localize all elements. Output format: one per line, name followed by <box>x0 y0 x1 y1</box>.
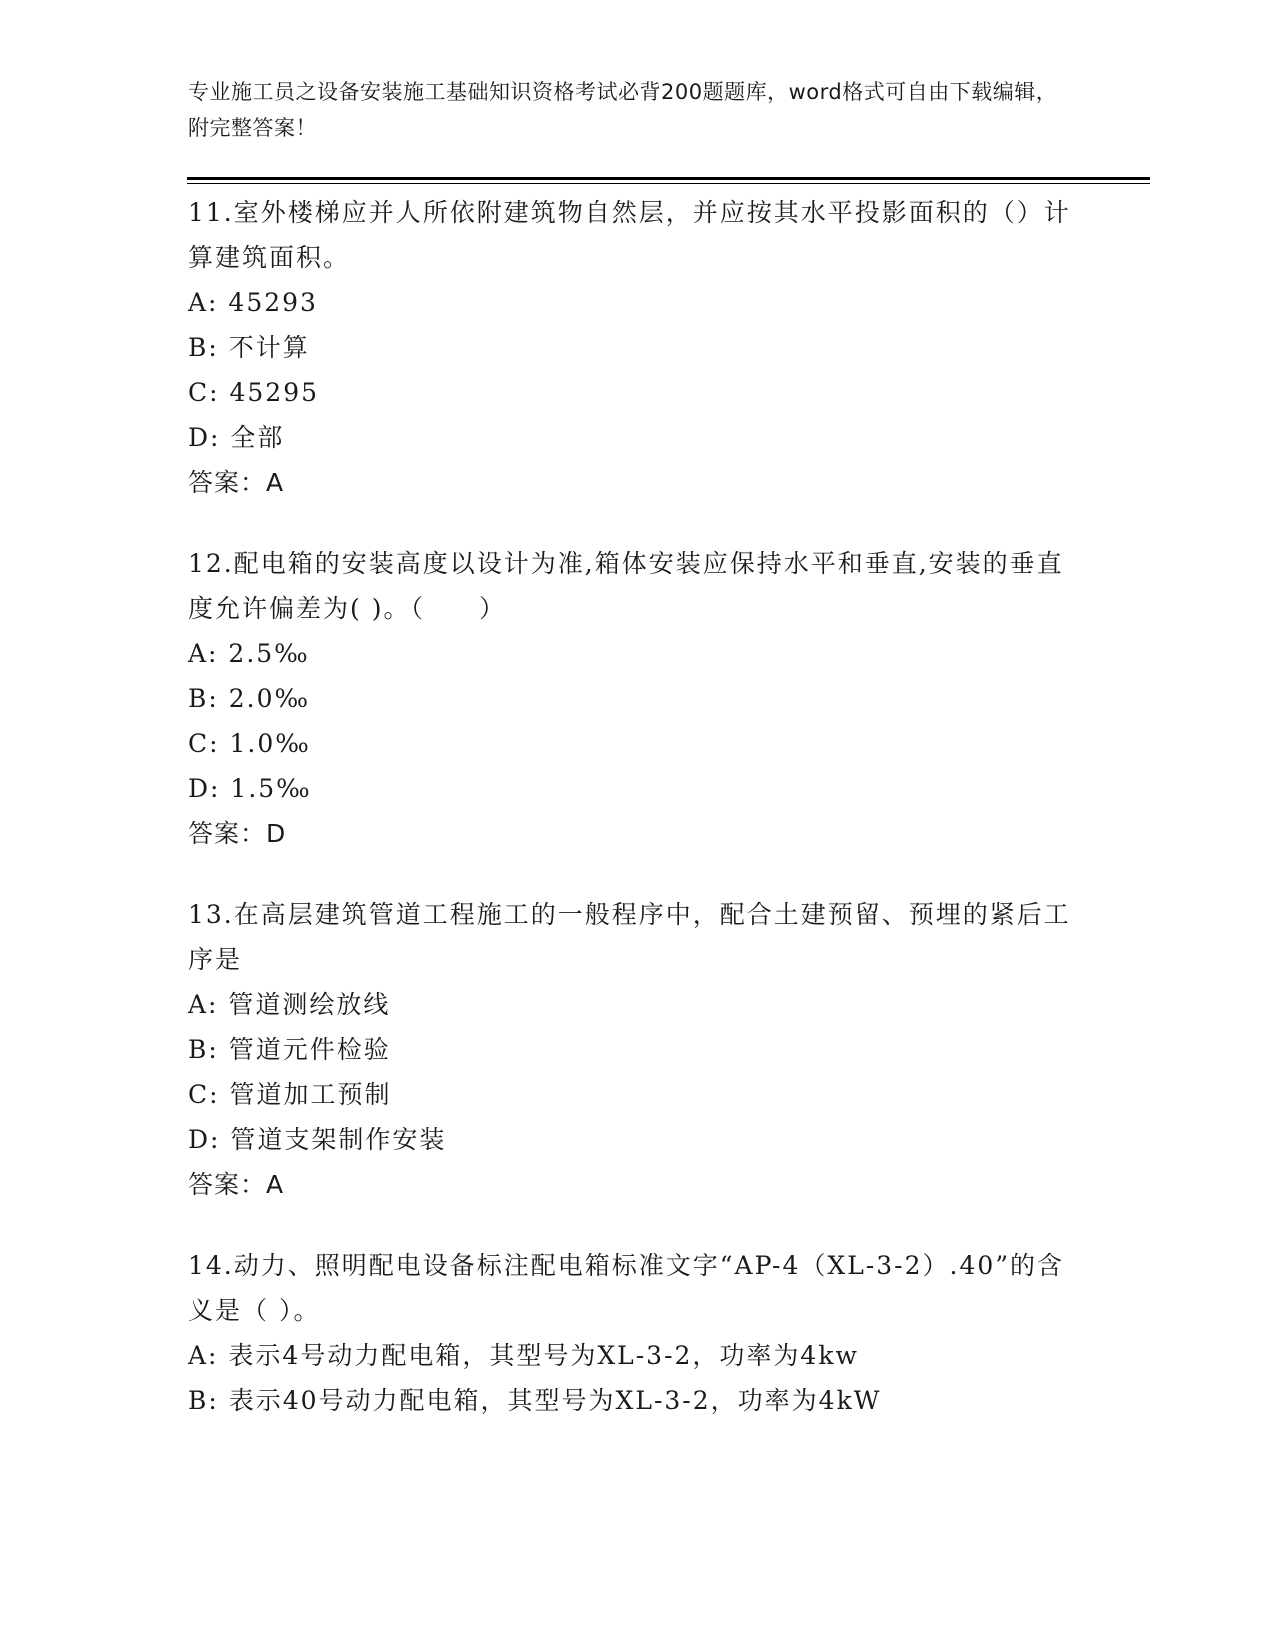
question-list <box>188 190 1088 1459</box>
option-c: C: 管道加工预制 <box>188 1080 392 1109</box>
question-stem: 11.室外楼梯应并人所依附建筑物自然层，并应按其水平投影面积的（）计算建筑面积。 <box>188 198 1071 272</box>
option-c: C: 45295 <box>188 378 320 407</box>
option-a: A: 管道测绘放线 <box>188 990 391 1019</box>
question-stem: 13.在高层建筑管道工程施工的一般程序中，配合土建预留、预埋的紧后工序是 <box>188 900 1071 974</box>
option-a: A: 表示4号动力配电箱，其型号为XL-3-2，功率为4kw <box>188 1341 859 1370</box>
header-divider-thin <box>187 183 1150 184</box>
option-b: B: 不计算 <box>188 333 310 362</box>
header-title: 专业施工员之设备安装施工基础知识资格考试必背200题题库，word格式可自由下载编辑，附完整答案！ <box>188 80 1058 140</box>
option-c: C: 1.0‰ <box>188 729 311 758</box>
option-b: B: 管道元件检验 <box>188 1035 391 1064</box>
answer-line: 答案：D <box>188 819 287 848</box>
option-d: D: 管道支架制作安装 <box>188 1125 447 1154</box>
answer-line: 答案：A <box>188 468 285 497</box>
option-a: A: 45293 <box>188 288 318 317</box>
option-b: B: 2.0‰ <box>188 684 311 713</box>
option-d: D: 1.5‰ <box>188 774 312 803</box>
question-12 <box>188 541 1088 856</box>
option-b: B: 表示40号动力配电箱，其型号为XL-3-2，功率为4kW <box>188 1386 882 1415</box>
option-d: D: 全部 <box>188 423 285 452</box>
question-13 <box>188 892 1088 1207</box>
document-header <box>188 74 1068 146</box>
header-divider-thick <box>187 177 1150 180</box>
question-14 <box>188 1243 1088 1423</box>
question-11 <box>188 190 1088 505</box>
question-stem: 14.动力、照明配电设备标注配电箱标准文字“AP-4（XL-3-2）.40”的含义是（ ）。 <box>188 1251 1065 1325</box>
option-a: A: 2.5‰ <box>188 639 310 668</box>
question-stem: 12.配电箱的安装高度以设计为准,箱体安装应保持水平和垂直,安装的垂直度允许偏差为( )。（ ） <box>188 549 1064 623</box>
answer-line: 答案：A <box>188 1170 285 1199</box>
